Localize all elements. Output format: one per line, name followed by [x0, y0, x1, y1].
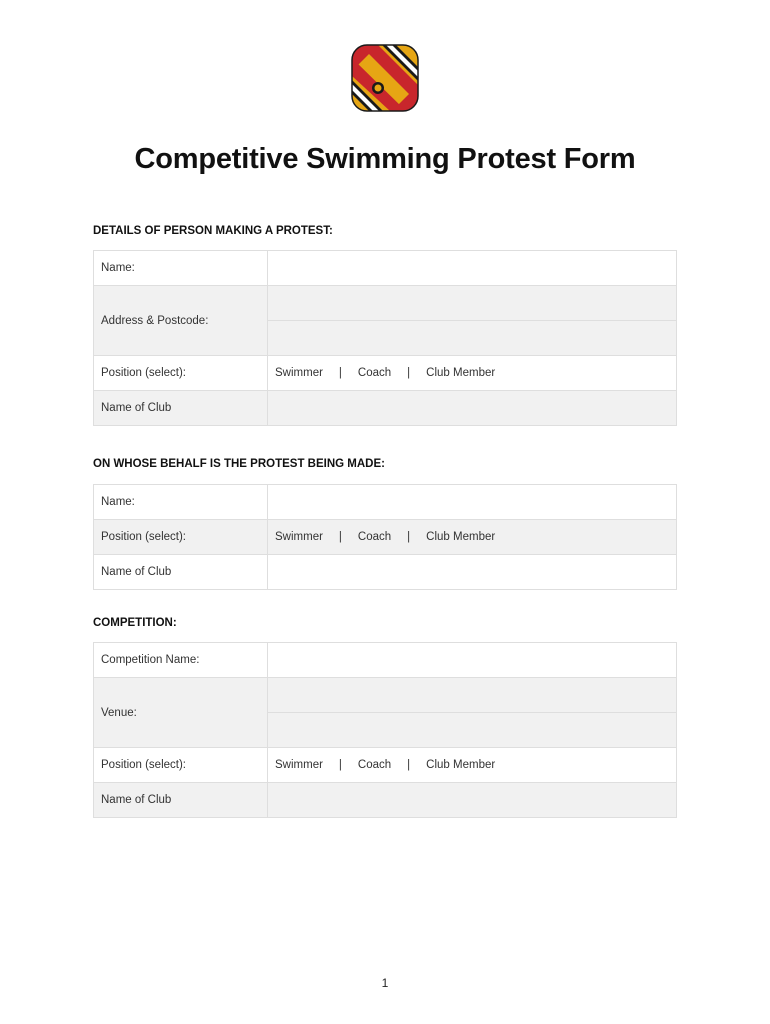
position-label: Position (select): [94, 356, 268, 391]
option-coach[interactable]: Coach [357, 759, 392, 771]
club-field[interactable] [268, 783, 677, 818]
option-separator: | [338, 367, 342, 379]
competition-name-field[interactable] [268, 643, 677, 678]
address-field-line-2[interactable] [268, 321, 677, 356]
name-label: Name: [94, 251, 268, 286]
option-separator: | [407, 759, 411, 771]
option-separator: | [407, 367, 411, 379]
bedfordshire-asa-logo [320, 40, 450, 135]
option-separator: | [338, 531, 342, 543]
page-title: Competitive Swimming Protest Form [134, 143, 636, 175]
page-number: 1 [381, 976, 389, 990]
name-field[interactable] [268, 485, 677, 520]
club-field[interactable] [268, 555, 677, 590]
club-label: Name of Club [94, 391, 268, 426]
option-swimmer[interactable]: Swimmer [275, 367, 323, 379]
option-separator: | [407, 531, 411, 543]
person-details-table [93, 250, 677, 426]
competition-name-label: Competition Name: [94, 643, 268, 678]
name-field[interactable] [268, 251, 677, 286]
position-select[interactable] [268, 520, 677, 555]
behalf-details-table [93, 484, 677, 590]
option-club-member[interactable]: Club Member [426, 759, 496, 771]
venue-field-line-1[interactable] [268, 678, 677, 713]
option-swimmer[interactable]: Swimmer [275, 759, 323, 771]
option-club-member[interactable]: Club Member [426, 367, 496, 379]
position-label: Position (select): [94, 520, 268, 555]
club-field[interactable] [268, 391, 677, 426]
competition-details-table [93, 642, 677, 818]
venue-label: Venue: [94, 678, 268, 748]
address-label: Address & Postcode: [94, 286, 268, 356]
club-label: Name of Club [94, 555, 268, 590]
option-coach[interactable]: Coach [357, 531, 392, 543]
option-separator: | [338, 759, 342, 771]
club-label: Name of Club [94, 783, 268, 818]
section-heading-behalf: ON WHOSE BEHALF IS THE PROTEST BEING MADE: [93, 458, 385, 470]
section-heading-person: DETAILS OF PERSON MAKING A PROTEST: [93, 225, 333, 237]
position-select[interactable] [268, 748, 677, 783]
option-coach[interactable]: Coach [357, 367, 392, 379]
option-swimmer[interactable]: Swimmer [275, 531, 323, 543]
name-label: Name: [94, 485, 268, 520]
address-field-line-1[interactable] [268, 286, 677, 321]
section-heading-competition: COMPETITION: [93, 617, 177, 629]
position-select[interactable] [268, 356, 677, 391]
option-club-member[interactable]: Club Member [426, 531, 496, 543]
venue-field-line-2[interactable] [268, 713, 677, 748]
position-label: Position (select): [94, 748, 268, 783]
